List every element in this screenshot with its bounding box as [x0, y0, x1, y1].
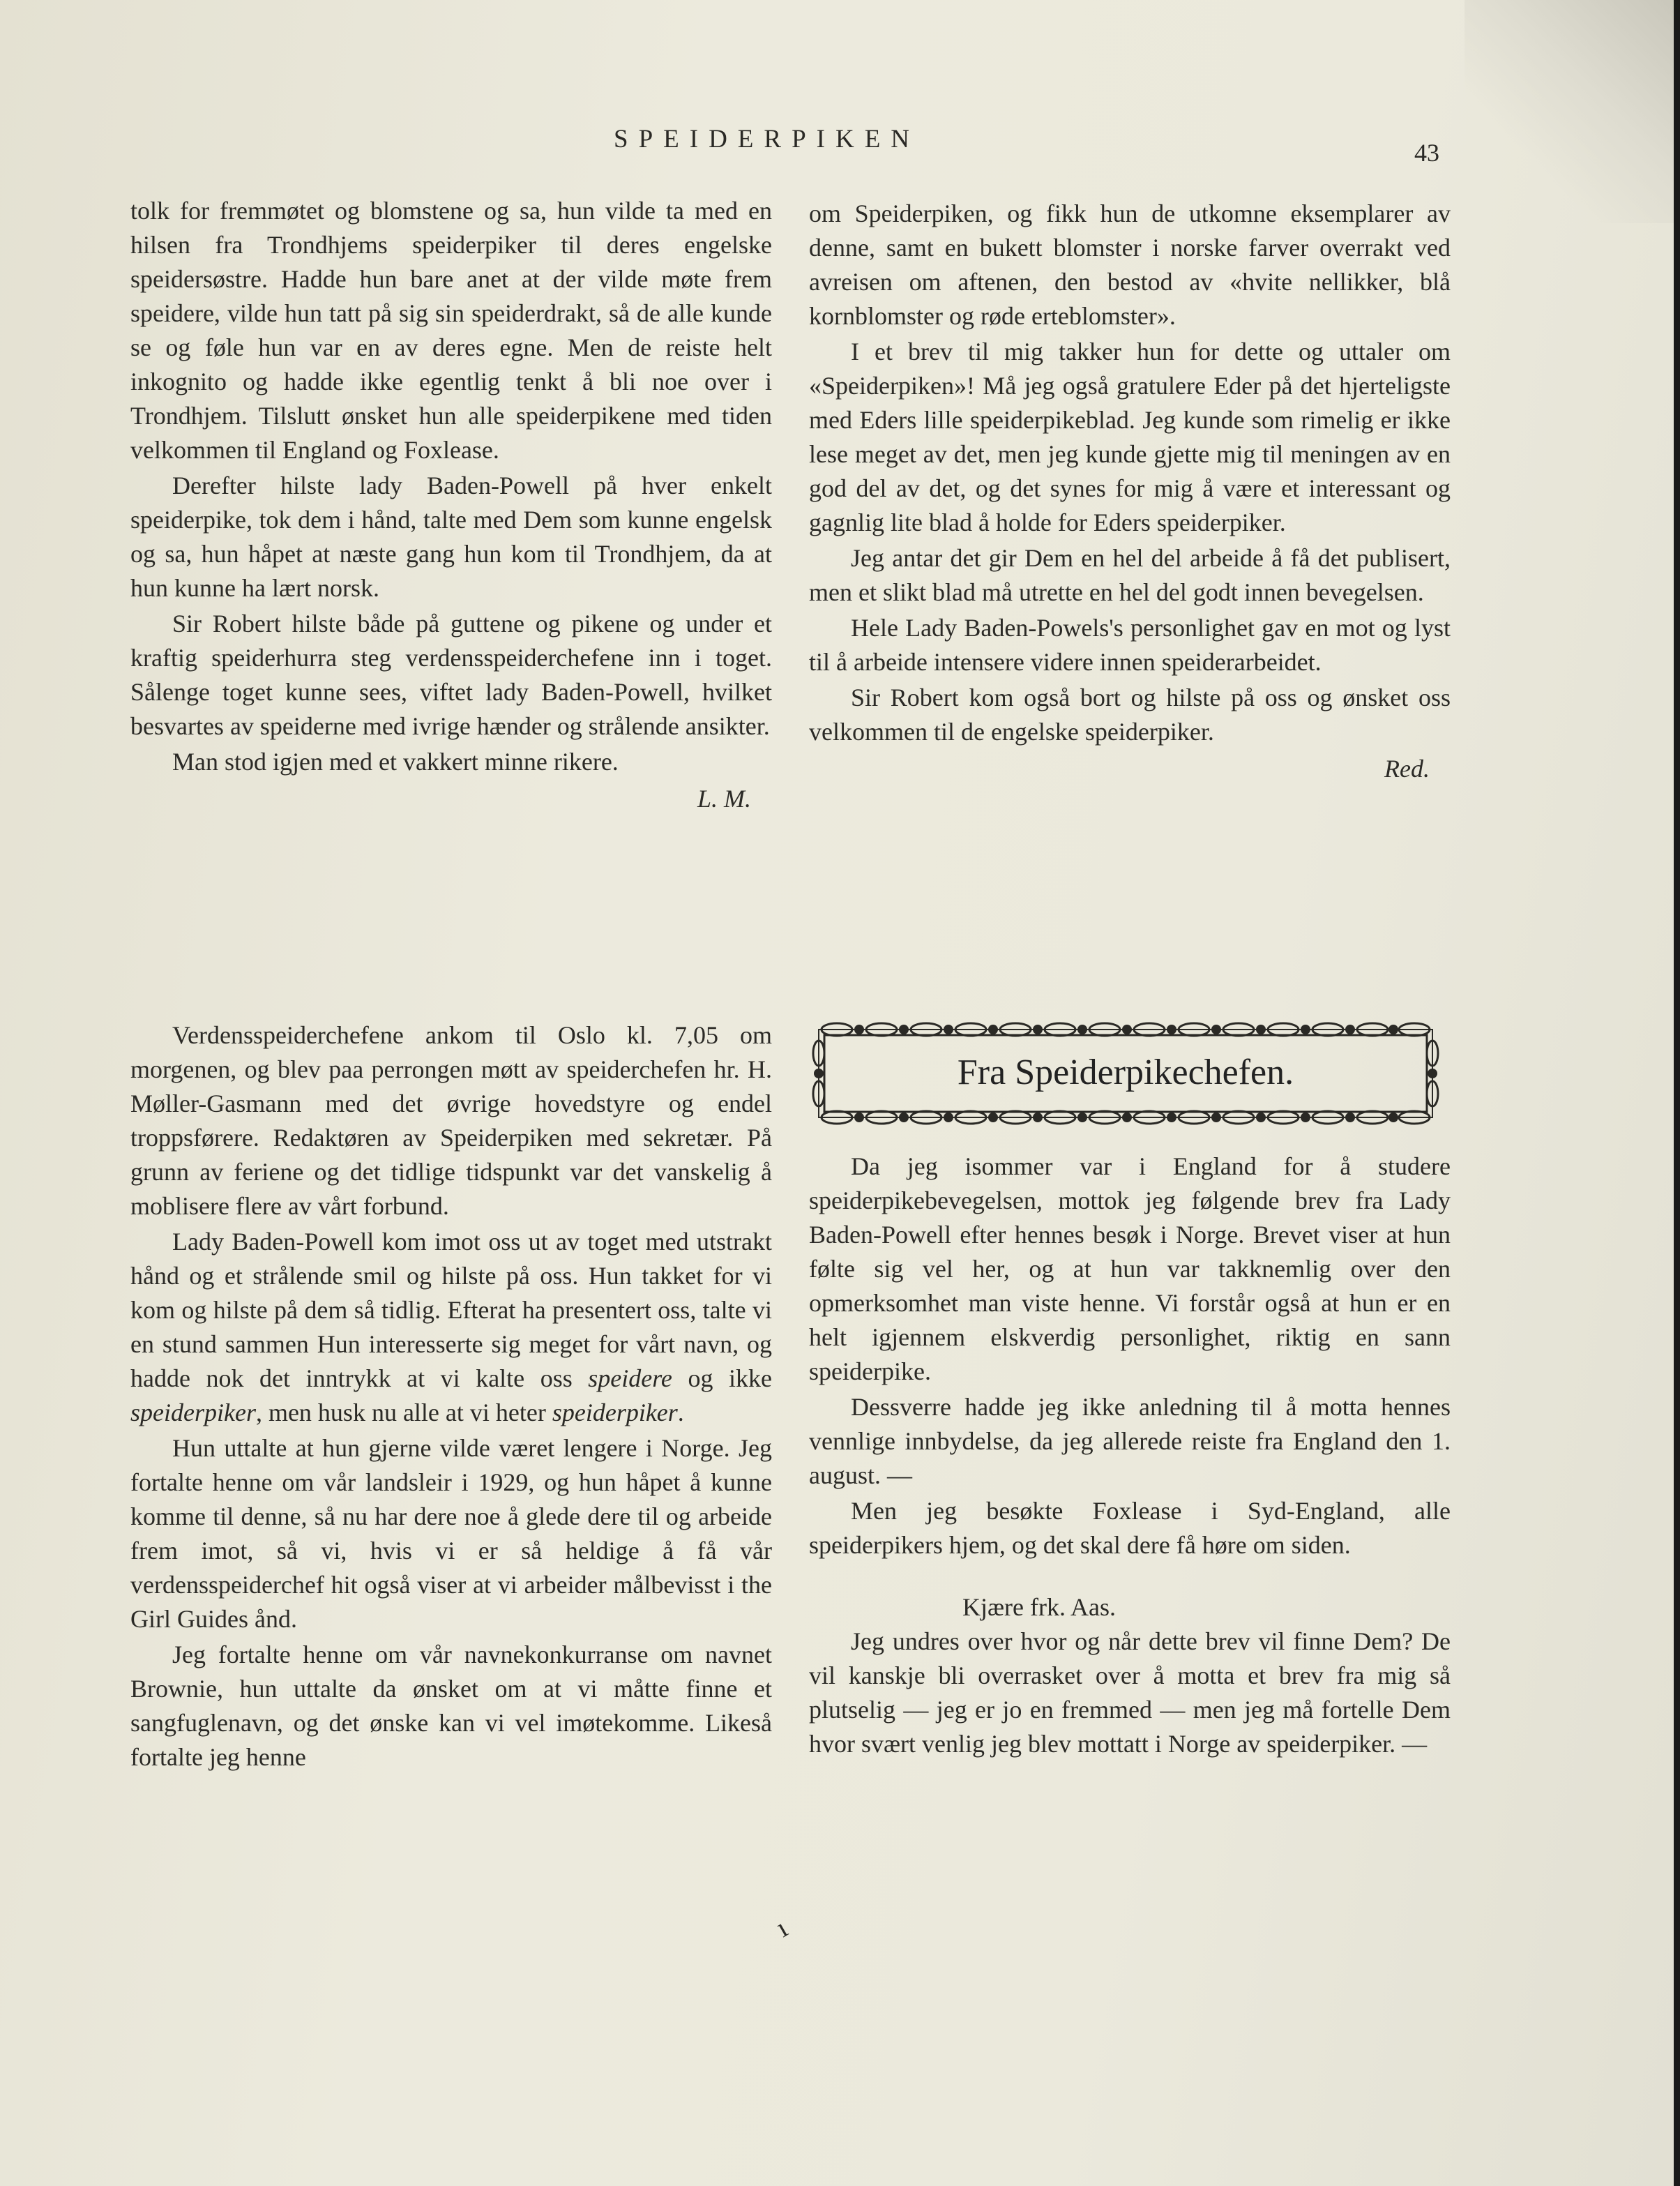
paragraph: Hun uttalte at hun gjerne vilde været lengere i Norge. Jeg fortalte henne om vår landsleir i 1929, og hun håpet å kunne komme til denne, så nu har dere noe å glede dere til og arbeide frem imot, så vi, hvis vi er så heldige å få vår verdensspeiderchef hit også viser at vi arbeider målbevisst i the Girl Guides ånd.: [130, 1434, 772, 1633]
paragraph: I et brev til mig takker hun for dette og uttaler om «Speiderpiken»! Må jeg også gratulere Eder på det hjerteligste med Eders lille speiderpikeblad. Jeg kunde som rimelig er ikke lese meget av det, men jeg kunde gjette mig til meningen av en god del av det, og det synes for mig å være et interessant og gagnlig lite blad å holde for Eders speiderpiker.: [809, 338, 1451, 536]
section-heading: Fra Speiderpikechefen.: [957, 1053, 1294, 1092]
paragraph: Verdensspeiderchefene ankom til Oslo kl. 7,05 om morgenen, og blev paa perrongen møtt av speiderchefen hr. H. Møller-Gasmann med det øvrige hovedstyre og endel troppsførere. Redaktøren av Speiderpiken med sekretær. På grunn av feriene og det tidlige tidspunkt var det vanskelig å moblisere flere av vårt forbund.: [130, 1021, 772, 1220]
left-column-top: [130, 194, 772, 816]
left-column-bottom: [130, 1018, 772, 1776]
signature: L. M.: [697, 785, 751, 813]
text-run: og ikke: [672, 1364, 772, 1392]
italic-term: speiderpiker: [552, 1399, 678, 1426]
paragraph: Men jeg besøkte Foxlease i Syd-England, alle speiderpikers hjem, og det skal dere få høre om siden.: [809, 1497, 1451, 1559]
signature: Red.: [1384, 755, 1430, 783]
right-column-bottom: [809, 1149, 1451, 1763]
italic-term: speidere: [588, 1364, 672, 1392]
right-column-top: [809, 197, 1451, 786]
paragraph: Jeg antar det gir Dem en hel del arbeide å få det publisert, men et slikt blad må utrette en hel del godt innen bevegelsen.: [809, 544, 1451, 606]
text-run: .: [677, 1399, 684, 1426]
text-run: Lady Baden-Powell kom imot oss ut av toget med utstrakt hånd og et strålende smil og hilste på oss. Hun takket for vi kom og hilste på dem så tidlig. Efterat ha presentert oss, talte vi en stund sammen Hun interesserte sig meget for vårt navn, og hadde nok det inntrykk at vi kalte oss: [130, 1228, 772, 1392]
page-number: 43: [1414, 139, 1439, 167]
paragraph: Man stod igjen med et vakkert minne rikere.: [172, 748, 619, 776]
paragraph: [130, 1225, 772, 1430]
section-heading-box: [809, 1018, 1442, 1129]
paragraph: Da jeg isommer var i England for å studere speiderpikebevegelsen, mottok jeg følgende brev fra Lady Baden-Powell efter hennes besøk i Norge. Brevet viser at hun følte sig vel her, og at hun var takknemlig over den opmerksomhet man viste henne. Vi forstår også at hun er en helt igjennem elskverdig personlighet, riktig en sann speiderpike.: [809, 1152, 1451, 1385]
paragraph: Hele Lady Baden-Powels's personlighet gav en mot og lyst til å arbeide intensere videre innen speiderarbeidet.: [809, 614, 1451, 676]
italic-term: speiderpiker: [130, 1399, 256, 1426]
folded-corner: [1465, 0, 1674, 223]
paragraph: Dessverre hadde jeg ikke anledning til å motta hennes vennlige innbydelse, da jeg allerede reiste fra England den 1. august. —: [809, 1393, 1451, 1489]
stray-ink-mark: ı: [770, 1912, 793, 1943]
paragraph: Sir Robert kom også bort og hilste på oss og ønsket oss velkommen til de engelske speiderpiker.: [809, 684, 1451, 746]
paragraph: tolk for fremmøtet og blomstene og sa, hun vilde ta med en hilsen fra Trondhjems speiderpiker til deres engelske speidersøstre. Hadde hun bare anet at der vilde møte frem speidere, vilde hun tatt på sig sin speiderdrakt, så de alle kunde se og føle hun var en av deres egne. Men de reiste helt inkognito og hadde ikke egentlig tenkt å bli noe over i Trondhjem. Tilslutt ønsket hun alle speiderpikene med tiden velkommen til England og Foxlease.: [130, 197, 772, 464]
letter-salutation: Kjære frk. Aas.: [962, 1593, 1116, 1621]
running-head: SPEIDERPIKEN: [614, 125, 921, 153]
paragraph: Sir Robert hilste både på guttene og pikene og under et kraftig speiderhurra steg verdensspeiderchefene inn i toget. Sålenge toget kunne sees, viftet lady Baden-Powell, hvilket besvartes av speiderne med ivrige hænder og strålende ansikter.: [130, 610, 772, 740]
letter-paragraph: Jeg undres over hvor og når dette brev vil finne Dem? De vil kanskje bli overrasket over å motta et brev fra mig så plutselig — jeg er jo en fremmed — men jeg må fortelle Dem hvor svært venlig jeg blev mottatt i Norge av speiderpiker. —: [809, 1627, 1451, 1758]
paragraph: om Speiderpiken, og fikk hun de utkomne eksemplarer av denne, samt en bukett blomster i norske farver overrakt ved avreisen om aftenen, den bestod av «hvite nellikker, blå kornblomster og røde erteblomster».: [809, 199, 1451, 330]
paragraph: Jeg fortalte henne om vår navnekonkurranse om navnet Brownie, hun uttalte da ønsket om at vi måtte finne et sangfuglenavn, og det ønske kan vi vel imøtekomme. Likeså fortalte jeg henne: [130, 1641, 772, 1771]
text-run: , men husk nu alle at vi heter: [255, 1399, 552, 1426]
paragraph: Derefter hilste lady Baden-Powell på hver enkelt speiderpike, tok dem i hånd, talte med Dem som kunne engelsk og sa, hun håpet at næste gang hun kom til Trondhjem, da at hun kunne ha lært norsk.: [130, 472, 772, 602]
